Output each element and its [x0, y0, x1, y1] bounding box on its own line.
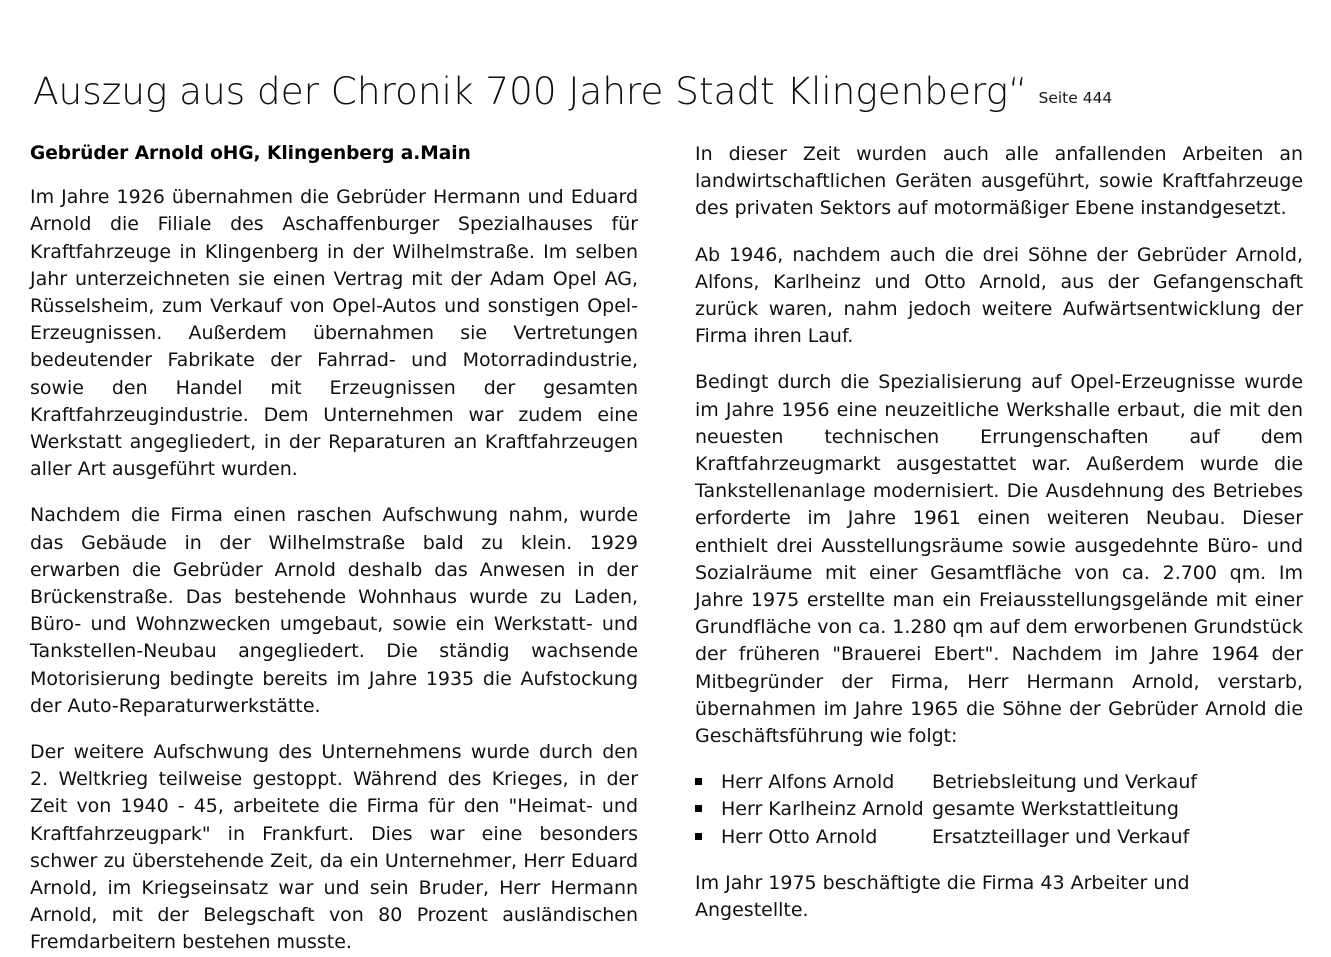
list-item-role: Betriebsleitung und Verkauf: [932, 771, 1198, 794]
list-item-role: Ersatzteillager und Verkauf: [932, 825, 1190, 848]
document-title-row: [33, 46, 1301, 137]
right-column: [695, 141, 1303, 957]
list-item: [695, 796, 1303, 823]
two-column-body: [30, 141, 1302, 957]
paragraph: In dieser Zeit wurden auch alle anfallenden Arbeiten an landwirtschaftlichen Geräten ausgeführt, sowie Kraftfahrzeuge des privaten Sektors auf motormäßiger Ebene instandgesetzt.: [695, 143, 1303, 220]
left-column: [30, 141, 638, 957]
paragraph: Der weitere Aufschwung des Unternehmens wurde durch den 2. Weltkrieg teilweise gestoppt. Während des Krieges, in der Zeit von 1940 - 45, arbeitete die Firma für den "Heimat- und Kraftfahrzeugpark" in Frankfurt. Dies war eine besonders schwer zu überstehende Zeit, da ein Unternehmer, Herr Eduard Arnold, im Kriegseinsatz war und sein Bruder, Herr Hermann Arnold, mit der Belegschaft von 80 Prozent ausländischen Fremdarbeitern bestehen musste.: [30, 740, 638, 954]
list-item: [695, 769, 1303, 796]
paragraph: Nachdem die Firma einen raschen Aufschwung nahm, wurde das Gebäude in der Wilhelmstraße bald zu klein. 1929 erwarben die Gebrüder Arnold deshalb das Anwesen in der Brückenstraße. Das bestehende Wohnhaus wurde zu Laden, Büro- und Wohnzwecken umgebaut, sowie ein Werkstatt- und Tankstellen-Neubau angegliedert. Die ständig wachsende Motorisierung bedingte bereits im Jahre 1935 die Aufstockung der Auto-Reparaturwerkstätte.: [30, 504, 638, 717]
management-list: [695, 769, 1303, 851]
list-item-name: Herr Karlheinz Arnold: [721, 798, 924, 821]
list-item-name: Herr Otto Arnold: [721, 825, 878, 848]
page-title: Auszug aus der Chronik 700 Jahre Stadt Klingenberg: [33, 69, 1009, 114]
paragraph: Ab 1946, nachdem auch die drei Söhne der Gebrüder Arnold, Alfons, Karlheinz und Otto Arnold, aus der Gefangenschaft zurück waren, nahm jedoch weitere Aufwärtsentwicklung der Firma ihren Lauf.: [695, 243, 1303, 348]
bullet-square-icon: [695, 805, 702, 812]
paragraph: Im Jahre 1926 übernahmen die Gebrüder Hermann und Eduard Arnold die Filiale des Aschaffenburger Spezialhauses für Kraftfahrzeuge in Klingenberg in der Wilhelmstraße. Im selben Jahr unterzeichneten sie einen Vertrag mit der Adam Opel AG, Rüsselsheim, zum Verkauf von Opel-Autos und sonstigen Opel-Erzeugnissen. Außerdem übernahmen sie Vertretungen bedeutender Fabrikate der Fahrrad- und Motorradindustrie, sowie den Handel mit Erzeugnissen der gesamten Kraftfahrzeugindustrie. Dem Unternehmen war zudem eine Werkstatt angegliedert, in der Reparaturen an Kraftfahrzeugen aller Art ausgeführt wurden.: [30, 186, 638, 481]
bullet-square-icon: [695, 833, 702, 840]
closing-line: Im Jahr 1975 beschäftigte die Firma 43 Arbeiter und Angestellte.: [695, 871, 1190, 922]
list-item-role: gesamte Werkstattleitung: [932, 798, 1179, 821]
title-closing-quote: “: [1008, 69, 1028, 114]
paragraph: Bedingt durch die Spezialisierung auf Opel-Erzeugnisse wurde im Jahre 1956 eine neuzeitliche Werkshalle erbaut, die mit den neuesten technischen Errungenschaften auf dem Kraftfahrzeugmarkt ausgestattet war. Außerdem wurde die Tankstellenanlage modernisiert. Die Ausdehnung des Betriebes erforderte im Jahre 1961 einen weiteren Neubau. Dieser enthielt drei Ausstellungsräume sowie ausgedehnte Büro- und Sozialräume mit einer Gesamtfläche von ca. 2.700 qm. Im Jahre 1975 erstellte man ein Freiausstellungsgelände mit einer Grundfläche von ca. 1.280 qm auf dem erworbenen Grundstück der früheren "Brauerei Ebert". Nachdem im Jahre 1964 der Mitbegründer der Firma, Herr Hermann Arnold, verstarb, übernahmen im Jahre 1965 die Söhne der Gebrüder Arnold die Geschäftsführung wie folgt:: [695, 371, 1303, 748]
page-reference: Seite 444: [1038, 89, 1113, 108]
section-heading: Gebrüder Arnold oHG, Klingenberg a.Main: [30, 143, 471, 164]
list-item: [695, 824, 1303, 851]
bullet-square-icon: [695, 778, 702, 785]
list-item-name: Herr Alfons Arnold: [721, 771, 895, 794]
